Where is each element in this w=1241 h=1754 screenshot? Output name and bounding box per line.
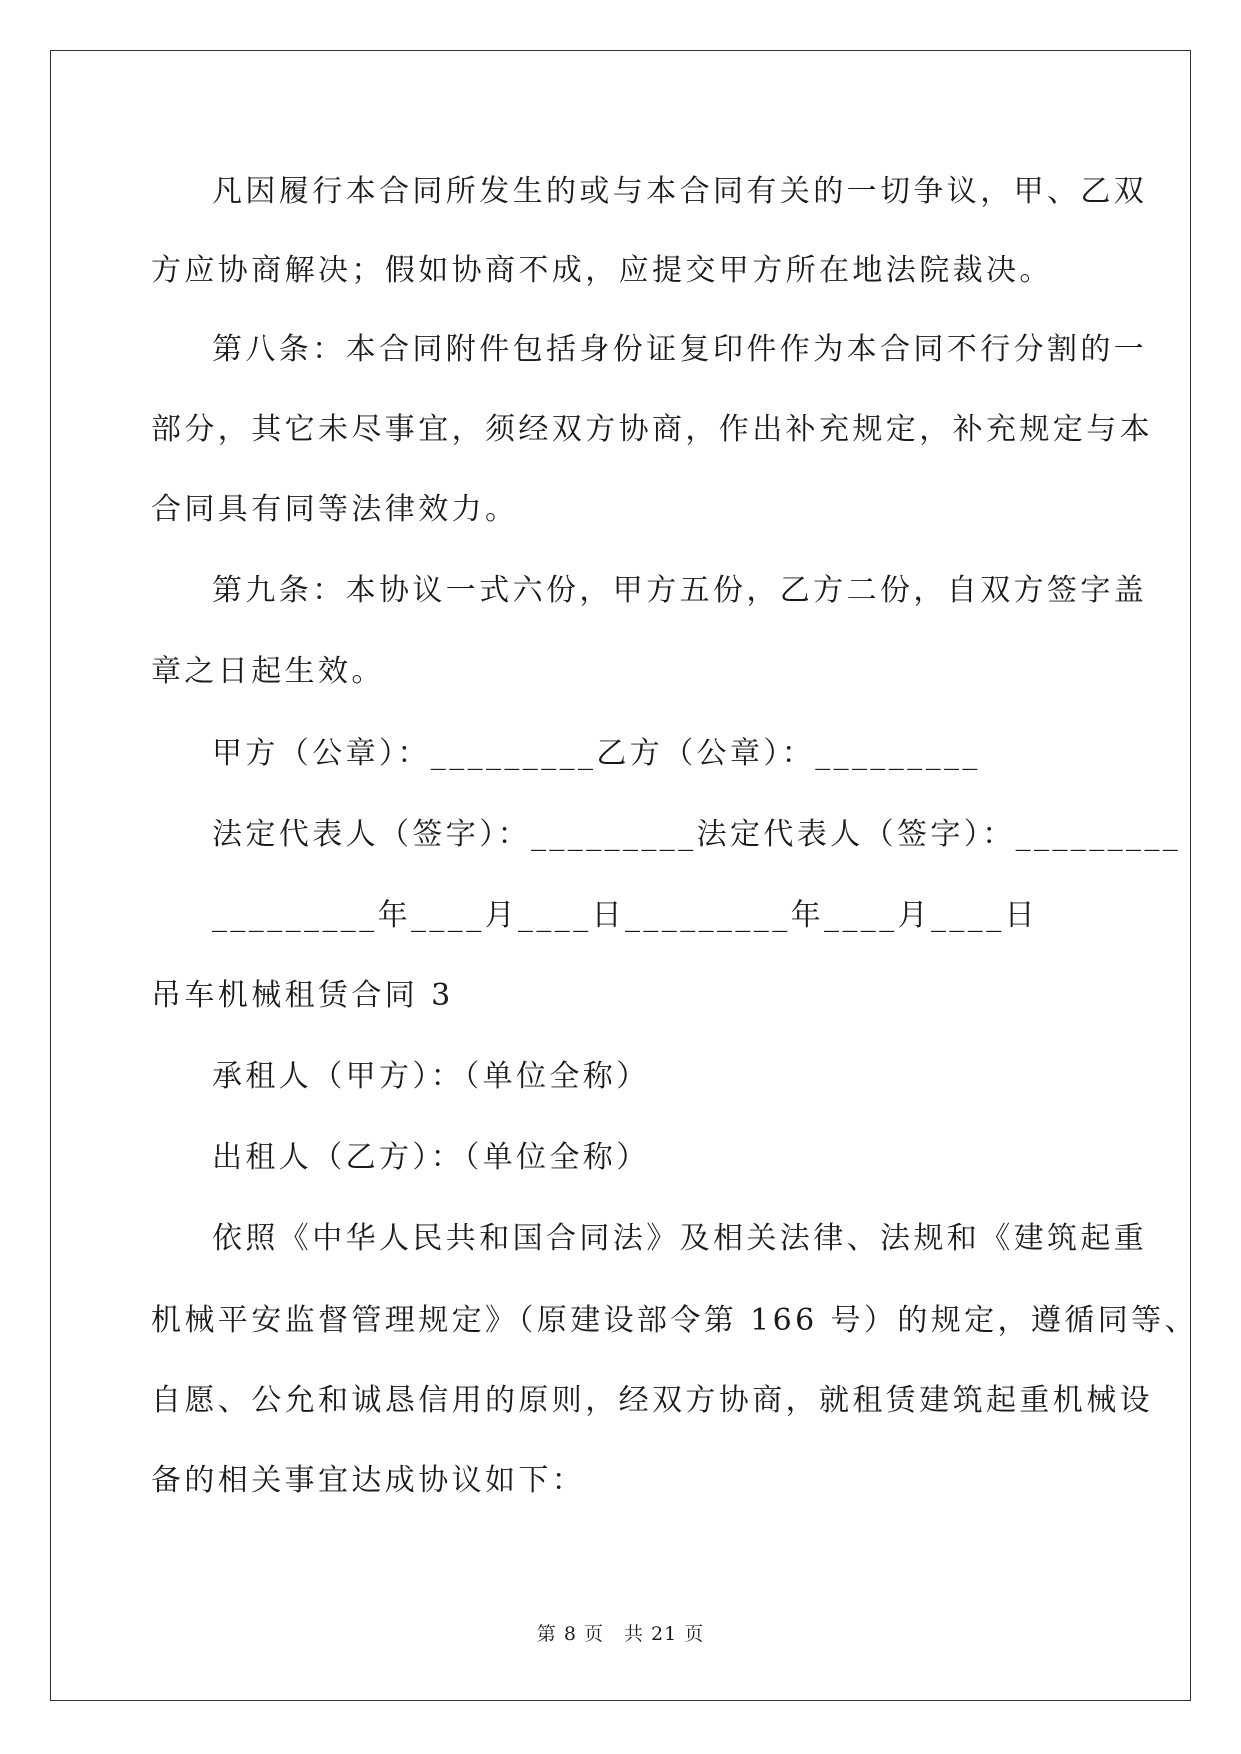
text-line: 承租人（甲方）：（单位全称） xyxy=(212,1059,650,1094)
signature-line-representative: 法定代表人（签字）：_________法定代表人（签字）：_________ xyxy=(212,817,1182,852)
text-line: 机械平安监督管理规定》（原建设部令第 166 号）的规定，遵循同等、 xyxy=(151,1303,1198,1338)
page-border xyxy=(50,50,1191,1701)
text-line: 依照《中华人民共和国合同法》及相关法律、法规和《建筑起重 xyxy=(212,1221,1148,1256)
text-line: 方应协商解决；假如协商不成，应提交甲方所在地法院裁决。 xyxy=(151,253,1053,288)
section-title: 吊车机械租赁合同 3 xyxy=(151,978,454,1013)
signature-line-seal: 甲方（公章）：_________乙方（公章）：_________ xyxy=(212,736,981,771)
text-line: 部分，其它未尽事宜，须经双方协商，作出补充规定，补充规定与本 xyxy=(151,412,1153,447)
page-footer: 第 8 页 共 21 页 xyxy=(536,1623,705,1645)
text-line: 章之日起生效。 xyxy=(151,654,385,689)
text-line: 第八条：本合同附件包括身份证复印件作为本合同不行分割的一 xyxy=(212,332,1148,367)
text-line: 合同具有同等法律效力。 xyxy=(151,492,519,527)
text-line: 自愿、公允和诚恳信用的原则，经双方协商，就租赁建筑起重机械设 xyxy=(151,1383,1153,1418)
text-line: 凡因履行本合同所发生的或与本合同有关的一切争议，甲、乙双 xyxy=(212,174,1148,209)
text-line: 出租人（乙方）：（单位全称） xyxy=(212,1140,650,1175)
text-line: 第九条：本协议一式六份，甲方五份，乙方二份，自双方签字盖 xyxy=(212,573,1148,608)
text-line: 备的相关事宜达成协议如下： xyxy=(151,1463,586,1498)
signature-line-date: _________年____月____日_________年____月____日 xyxy=(212,898,1038,933)
